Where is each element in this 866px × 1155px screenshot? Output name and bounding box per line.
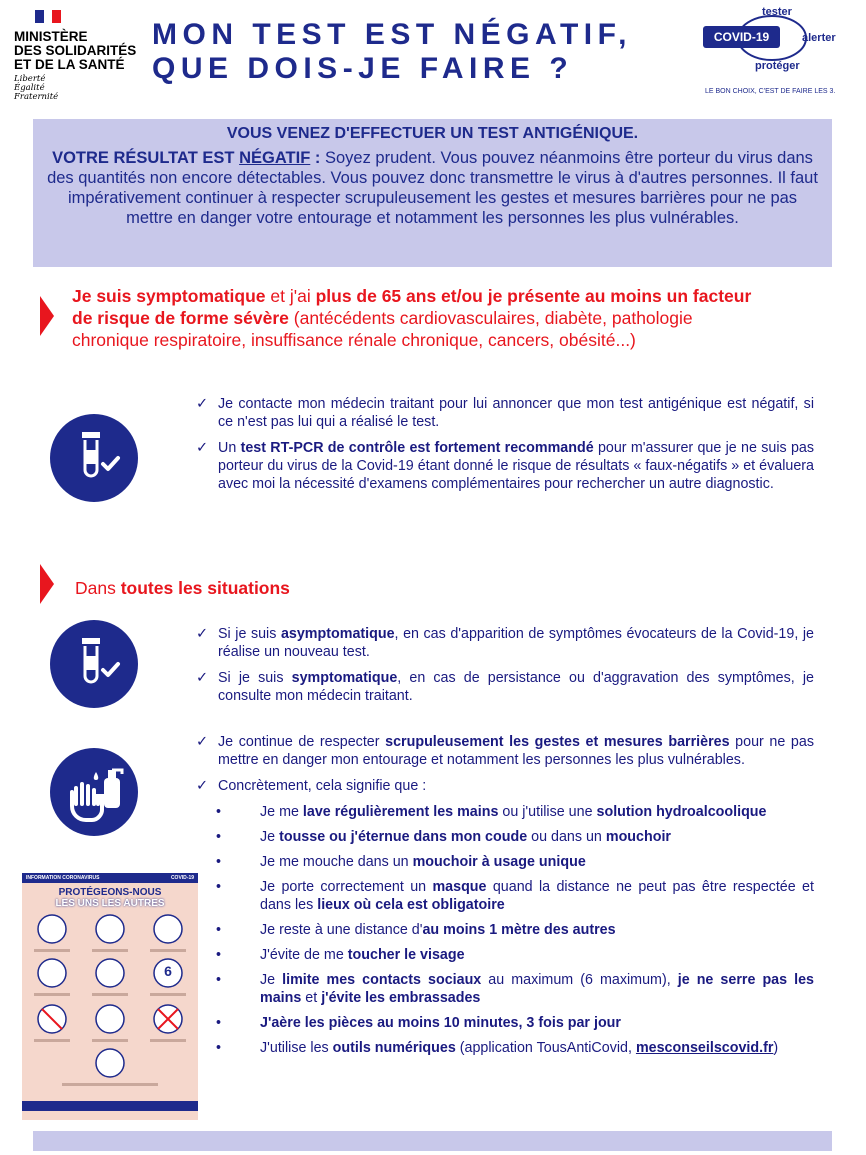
item-text: Je bbox=[260, 972, 283, 988]
check-icon: ✓ bbox=[196, 440, 208, 456]
bullet-icon: • bbox=[216, 854, 222, 870]
section1-bullets bbox=[196, 395, 814, 501]
item-bold: masque bbox=[432, 879, 487, 895]
bullet-icon: • bbox=[216, 1040, 222, 1056]
ministry-line: ET DE LA SANTÉ bbox=[14, 57, 125, 72]
section2-bullets-b bbox=[196, 733, 814, 1064]
item-text: Un bbox=[218, 440, 241, 456]
poster-header-left: INFORMATION CORONAVIRUS bbox=[26, 875, 100, 881]
sub-item bbox=[216, 1039, 814, 1057]
section-arrow-icon bbox=[40, 564, 54, 604]
website-link[interactable]: mesconseilscovid.fr bbox=[635, 1040, 774, 1056]
sub-item bbox=[216, 878, 814, 914]
item-text: (application TousAntiCovid, bbox=[455, 1040, 636, 1056]
heading-bold: Je suis symptomatique bbox=[72, 286, 266, 306]
result-word: NÉGATIF bbox=[239, 149, 311, 167]
section-arrow-icon bbox=[40, 296, 54, 336]
list-item bbox=[196, 777, 814, 795]
sub-item bbox=[216, 803, 814, 821]
info-banner bbox=[33, 119, 832, 267]
item-text: et bbox=[301, 990, 322, 1006]
sub-item bbox=[216, 828, 814, 846]
list-item bbox=[196, 625, 814, 661]
item-bold: limite mes contacts sociaux bbox=[282, 972, 482, 988]
item-text: Si je suis bbox=[218, 670, 292, 686]
item-text: Je bbox=[260, 829, 280, 845]
item-text: Si je suis bbox=[218, 626, 281, 642]
bullet-icon: • bbox=[216, 947, 222, 963]
covid-logo bbox=[700, 6, 860, 96]
check-icon: ✓ bbox=[196, 396, 208, 412]
section2-heading bbox=[75, 578, 290, 599]
heading-text: et j'ai bbox=[265, 286, 316, 306]
motto-line: Fraternité bbox=[14, 92, 59, 102]
item-text: J'évite de me bbox=[260, 947, 348, 963]
alerter-label: alerter bbox=[802, 32, 836, 44]
item-bold: mouchoir à usage unique bbox=[412, 854, 586, 870]
test-tube-icon bbox=[50, 620, 138, 708]
item-bold: asymptomatique bbox=[280, 626, 395, 642]
item-text: , en cas d'apparition de symptômes évocateurs de la Covid-19, je réalise un nouveau test. bbox=[218, 626, 814, 660]
covid-badge: COVID-19 bbox=[703, 26, 780, 48]
item-bold: scrupuleusement les gestes et mesures barrières bbox=[385, 734, 730, 750]
bullet-icon: • bbox=[216, 879, 222, 895]
item-bold: tousse ou j'éternue dans mon coude bbox=[279, 829, 528, 845]
poster-title-line: LES UNS LES AUTRES bbox=[55, 898, 165, 909]
poster-header-right: COVID-19 bbox=[170, 875, 194, 881]
test-tube-icon bbox=[50, 414, 138, 502]
list-item bbox=[196, 733, 814, 769]
poster-header bbox=[22, 873, 198, 883]
heading-bold: toutes les situations bbox=[120, 578, 290, 598]
item-text: pour m'assurer que je ne suis pas porteur du virus de la Covid-19 étant donné le risque de résultats « faux-négatifs » et évaluera avec moi la nécessité d'examens complémentaires pour rechercher un autre diagnostic. bbox=[218, 440, 815, 492]
item-bold: lave régulièrement les mains bbox=[302, 804, 499, 820]
title-line: MON TEST EST NÉGATIF, bbox=[152, 18, 632, 51]
item-text: Je reste à une distance d' bbox=[260, 922, 423, 938]
ministry-line: DES SOLIDARITÉS bbox=[14, 43, 137, 58]
item-bold: lieux où cela est obligatoire bbox=[317, 897, 505, 913]
list-item bbox=[196, 395, 814, 431]
bullet-icon: • bbox=[216, 922, 222, 938]
proteger-label: protéger bbox=[755, 60, 800, 72]
item-bold: outils numériques bbox=[332, 1040, 456, 1056]
poster-title bbox=[22, 887, 198, 909]
item-bold: au moins 1 mètre des autres bbox=[422, 922, 616, 938]
section1-heading bbox=[72, 285, 772, 351]
item-bold: solution hydroalcoolique bbox=[596, 804, 767, 820]
item-bold: symptomatique bbox=[291, 670, 398, 686]
page-title bbox=[152, 18, 692, 86]
check-icon: ✓ bbox=[196, 670, 208, 686]
banner-text bbox=[47, 148, 818, 228]
item-bold: mouchoir bbox=[605, 829, 671, 845]
sub-item bbox=[216, 853, 814, 871]
tester-label: tester bbox=[762, 6, 792, 18]
item-bold: test RT-PCR de contrôle est fortement recommandé bbox=[240, 440, 594, 456]
item-bold: J'aère les pièces au moins 10 minutes, 3 fois par jour bbox=[260, 1015, 621, 1031]
bullet-icon: • bbox=[216, 972, 222, 988]
motto-line: Égalité bbox=[14, 83, 45, 93]
list-item bbox=[196, 439, 814, 493]
bullet-icon: • bbox=[216, 829, 222, 845]
footer-bar bbox=[33, 1131, 832, 1151]
banner-heading: VOUS VENEZ D'EFFECTUER UN TEST ANTIGÉNIQUE. bbox=[226, 125, 639, 142]
sub-list bbox=[196, 803, 814, 1057]
item-text: Je porte correctement un bbox=[260, 879, 433, 895]
heading-text: Dans bbox=[75, 578, 121, 598]
poster-pictograms-icon bbox=[22, 911, 198, 1111]
item-text: Je me mouche dans un bbox=[260, 854, 413, 870]
result-prefix: VOTRE RÉSULTAT EST bbox=[52, 149, 240, 167]
heading-text: (antécédents cardiovasculaires, diabète, pathologie chronique respiratoire, insuffisance rénale chronique, cancers, obésité...) bbox=[72, 308, 693, 350]
item-bold: je ne serre pas les mains bbox=[260, 972, 814, 1006]
item-text: J'utilise les bbox=[260, 1040, 333, 1056]
item-text: Je me bbox=[260, 804, 303, 820]
poster-six: 6 bbox=[164, 963, 172, 979]
poster-title-line: PROTÉGEONS-NOUS bbox=[58, 887, 162, 898]
covid-tagline: LE BON CHOIX, C'EST DE FAIRE LES 3. bbox=[705, 88, 836, 95]
heading-bold: plus de 65 ans et/ou je présente au moins un facteur de risque de forme sévère bbox=[72, 286, 752, 328]
sub-item bbox=[216, 921, 814, 939]
motto-line: Liberté bbox=[14, 74, 46, 84]
banner-body: Soyez prudent. Vous pouvez néanmoins être porteur du virus dans des quantités non encore détectables. Vous pouvez donc transmettre le virus à d'autres personnes. Il faut impérativement continuer à respecter scrupuleusement les gestes et mesures barrières pour ne pas mettre en danger votre entourage et notamment les personnes les plus vulnérables. bbox=[47, 149, 818, 227]
sub-item bbox=[216, 946, 814, 964]
ministry-logo bbox=[14, 30, 164, 102]
item-text: pour ne pas mettre en danger mon entourage et notamment les personnes les plus vulnérables. bbox=[218, 734, 814, 768]
sub-item bbox=[216, 971, 814, 1007]
item-text: ou dans un bbox=[527, 829, 606, 845]
bullet-icon: • bbox=[216, 804, 222, 820]
item-bold: toucher le visage bbox=[347, 947, 465, 963]
result-suffix: : bbox=[310, 149, 321, 167]
check-icon: ✓ bbox=[196, 734, 208, 750]
republique-flag-icon bbox=[35, 10, 61, 23]
list-item bbox=[196, 669, 814, 705]
ministry-motto bbox=[14, 75, 164, 102]
item-bold: j'évite les embrassades bbox=[321, 990, 481, 1006]
hand-wash-icon bbox=[50, 748, 138, 836]
title-line: QUE DOIS-JE FAIRE ? bbox=[152, 52, 574, 85]
item-text: Concrètement, cela signifie que : bbox=[218, 778, 427, 794]
item-text: , en cas de persistance ou d'aggravation des symptômes, je consulte mon médecin traitant. bbox=[218, 670, 814, 704]
item-text: quand la distance ne peut pas être respectée et dans les bbox=[260, 879, 814, 913]
bullet-icon: • bbox=[216, 1015, 222, 1031]
item-text: Je contacte mon médecin traitant pour lui annoncer que mon test antigénique est négatif, si ce n'est pas lui qui a réalisé le test. bbox=[218, 396, 814, 430]
ministry-line: MINISTÈRE bbox=[14, 29, 88, 44]
item-text: ) bbox=[773, 1040, 779, 1056]
item-text: Je continue de respecter bbox=[218, 734, 386, 750]
item-text: ou j'utilise une bbox=[498, 804, 597, 820]
section2-bullets-a bbox=[196, 625, 814, 713]
check-icon: ✓ bbox=[196, 626, 208, 642]
barrier-gestures-poster bbox=[22, 873, 198, 1120]
check-icon: ✓ bbox=[196, 778, 208, 794]
sub-item bbox=[216, 1014, 814, 1032]
item-text: au maximum (6 maximum), bbox=[481, 972, 678, 988]
